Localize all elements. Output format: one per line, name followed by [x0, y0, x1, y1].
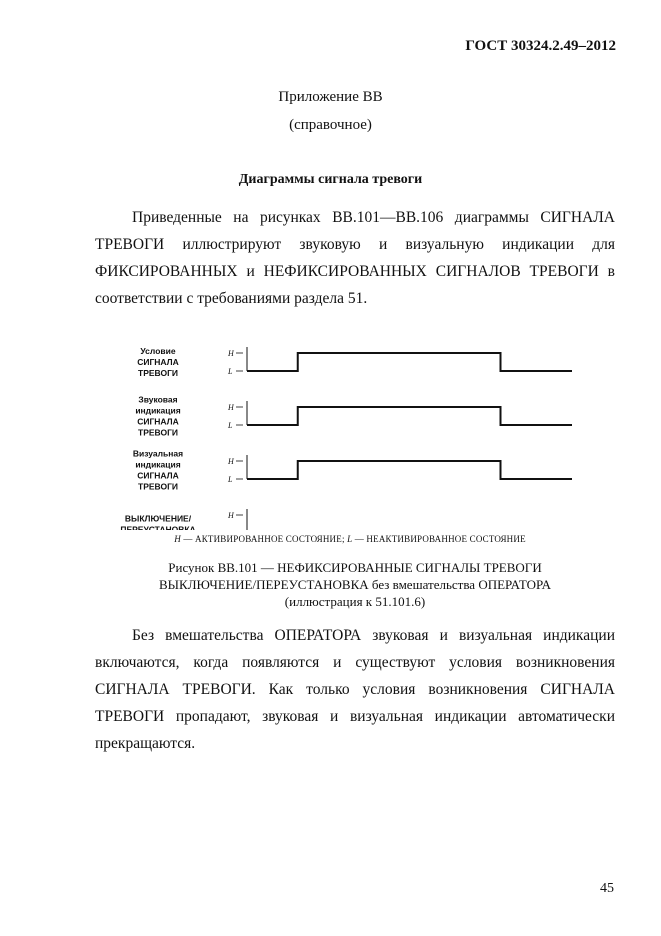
high-level-label: H	[228, 403, 234, 412]
signal-label-line: Визуальная	[132, 448, 184, 459]
page-number: 45	[600, 881, 614, 896]
low-level-label: L	[228, 421, 233, 430]
legend-l-symbol: L	[347, 534, 353, 544]
signal-label-line: индикация	[135, 405, 181, 416]
signal-label-line: ТРЕВОГИ	[138, 481, 178, 492]
signal-label-line: СИГНАЛА	[137, 357, 179, 367]
paragraph-line: СИГНАЛА ТРЕВОГИ. Как только условия возникновения СИГНАЛА	[95, 681, 615, 698]
paragraph-line: ФИКСИРОВАННЫХ и НЕФИКСИРОВАННЫХ СИГНАЛОВ ТРЕВОГИ в	[95, 263, 615, 280]
document-standard-number: ГОСТ 30324.2.49–2012	[465, 38, 616, 54]
paragraph-line: включаются, когда появляются и существуют условия возникновения	[95, 654, 615, 671]
low-level-label	[227, 529, 233, 530]
caption-line-3: (иллюстрация к 51.101.6)	[284, 594, 426, 609]
intro-paragraph	[95, 204, 615, 312]
high-level-label: H	[228, 511, 234, 520]
figure-caption	[0, 559, 661, 610]
paragraph-line: Без вмешательства ОПЕРАТОРА звуковая и визуальная индикации	[132, 627, 615, 644]
caption-line-1: Рисунок ВВ.101 — НЕФИКСИРОВАННЫЕ СИГНАЛЫ ТРЕВОГИ	[168, 560, 542, 575]
signal-label-line: ВЫКЛЮЧЕНИЕ/	[124, 513, 192, 524]
appendix-subtitle: (справочное)	[289, 117, 372, 133]
signal-waveform	[247, 353, 572, 371]
legend-h-text: — АКТИВИРОВАННОЕ СОСТОЯНИЕ;	[180, 534, 348, 544]
high-level-label: H	[228, 457, 234, 466]
explanation-paragraph	[95, 622, 615, 757]
high-level-label: H	[228, 349, 234, 358]
section-heading: Диаграммы сигнала тревоги	[238, 172, 423, 187]
signal-waveform	[247, 407, 572, 425]
signal-label-line: Условие	[140, 346, 176, 356]
paragraph-line: ТРЕВОГИ иллюстрируют звуковую и визуальную индикации для	[95, 236, 615, 253]
signal-label-line: ТРЕВОГИ	[138, 368, 178, 378]
appendix-title: Приложение ВВ	[278, 89, 383, 105]
signal-label-line: Звуковая	[138, 394, 178, 405]
legend-l-text: — НЕАКТИВИРОВАННОЕ СОСТОЯНИЕ	[352, 534, 526, 544]
caption-line-2: ВЫКЛЮЧЕНИЕ/ПЕРЕУСТАНОВКА без вмешательства ОПЕРАТОРА	[159, 577, 551, 592]
low-level-label: L	[228, 367, 233, 376]
paragraph-line: Приведенные на рисунках ВВ.101—ВВ.106 диаграммы СИГНАЛА	[132, 209, 615, 226]
paragraph-line: прекращаются.	[95, 735, 196, 752]
signal-label-line: индикация	[135, 459, 181, 470]
legend-h-symbol: H	[174, 534, 181, 544]
signal-label-line: ТРЕВОГИ	[138, 427, 178, 438]
figure-legend	[100, 534, 600, 544]
signal-label-line: СИГНАЛА	[137, 470, 179, 481]
paragraph-line: соответствии с требованиями раздела 51.	[95, 290, 368, 307]
signal-waveform	[247, 461, 572, 479]
signal-label-line: СИГНАЛА	[137, 416, 179, 427]
low-level-label: L	[228, 475, 233, 484]
signal-label-line: ПЕРЕУСТАНОВКА	[120, 524, 196, 530]
signal-timing-diagram	[110, 325, 580, 530]
paragraph-line: ТРЕВОГИ пропадают, звуковая и визуальная индикации автоматически	[95, 708, 615, 725]
